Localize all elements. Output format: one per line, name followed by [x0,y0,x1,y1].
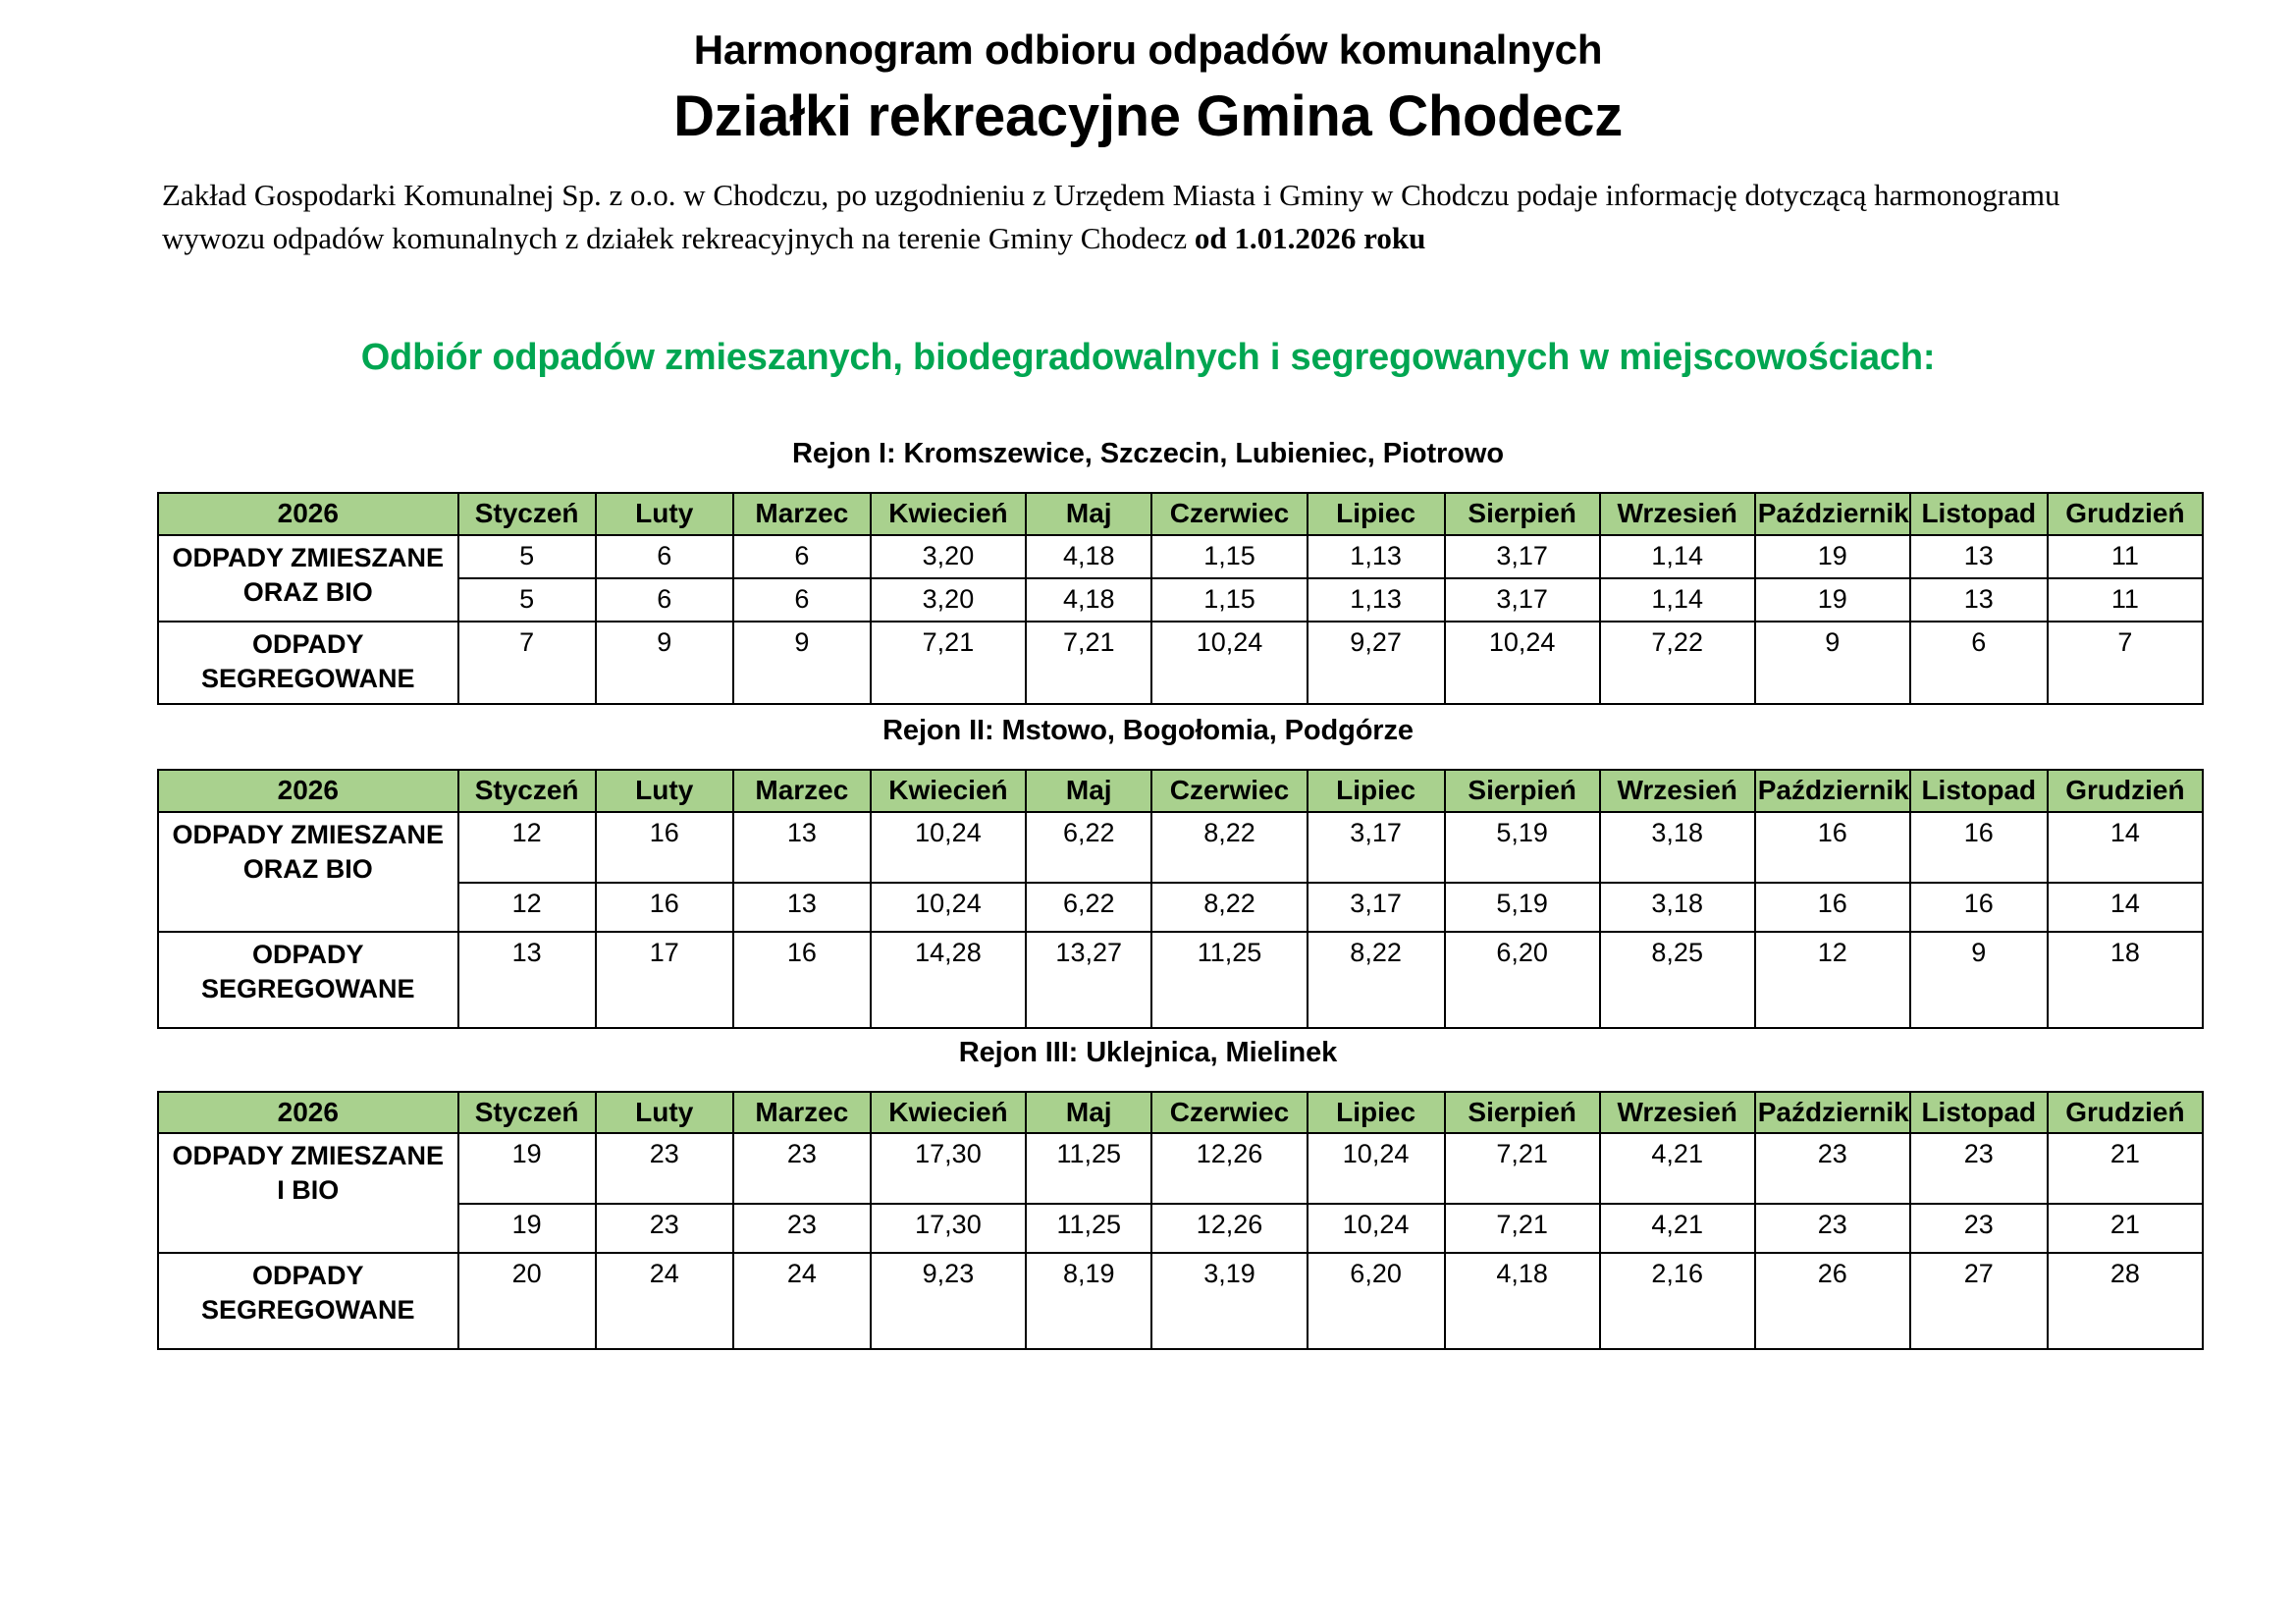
column-header-lipiec: Lipiec [1308,1092,1445,1134]
intro-text: Zakład Gospodarki Komunalnej Sp. z o.o. w Chodczu, po uzgodnieniu z Urzędem Miasta i Gminy w Chodczu podaje informację dotyczącą harmonogramu wywozu odpadów komunalnych z działek rekreacyjnych na terenie Gminy Chodecz [162,177,2060,255]
cell-value: 23 [1910,1204,2048,1253]
row-label-line-2: SEGREGOWANE [201,973,415,1003]
cell-value: 6 [1910,622,2048,704]
cell-value: 6 [596,535,733,578]
cell-value: 7,21 [1445,1204,1600,1253]
cell-value: 18 [2048,932,2203,1028]
cell-value: 23 [1755,1133,1910,1204]
column-header-pazdziernik: Październik [1755,1092,1910,1134]
column-header-pazdziernik: Październik [1755,493,1910,535]
column-header-luty: Luty [596,493,733,535]
cell-value: 21 [2048,1133,2203,1204]
column-header-maj: Maj [1026,493,1152,535]
cell-value: 1,15 [1151,535,1307,578]
column-header-kwiecien: Kwiecień [871,1092,1026,1134]
cell-value: 6,20 [1445,932,1600,1028]
table-header-row [158,1092,2203,1134]
column-header-sierpien: Sierpień [1445,770,1600,812]
row-label-line-2: SEGREGOWANE [201,1295,415,1326]
table-header-row [158,770,2203,812]
row-label-segregated [158,622,458,704]
cell-value: 13 [733,883,871,932]
cell-value: 17,30 [871,1133,1026,1204]
column-header-wrzesien: Wrzesień [1600,770,1755,812]
table-row [158,1204,2203,1253]
cell-value: 13 [1910,578,2048,622]
cell-value: 11 [2048,535,2203,578]
cell-value: 16 [1910,883,2048,932]
cell-value: 3,17 [1445,535,1600,578]
cell-value: 19 [1755,535,1910,578]
cell-value: 16 [733,932,871,1028]
column-header-kwiecien: Kwiecień [871,770,1026,812]
cell-value: 6,22 [1026,812,1152,883]
column-header-year: 2026 [158,493,458,535]
intro-effective-date: od 1.01.2026 roku [1194,220,1426,255]
cell-value: 9 [733,622,871,704]
cell-value: 10,24 [1445,622,1600,704]
cell-value: 8,22 [1308,932,1445,1028]
column-header-listopad: Listopad [1910,770,2048,812]
cell-value: 19 [458,1204,596,1253]
schedule-table-region-1 [157,492,2204,705]
row-label-segregated [158,1253,458,1349]
cell-value: 16 [596,883,733,932]
cell-value: 4,21 [1600,1204,1755,1253]
cell-value: 16 [1755,812,1910,883]
row-label-mixed-bio [158,535,458,622]
column-header-czerwiec: Czerwiec [1151,770,1307,812]
cell-value: 6,22 [1026,883,1152,932]
cell-value: 7,22 [1600,622,1755,704]
cell-value: 5 [458,535,596,578]
cell-value: 14 [2048,812,2203,883]
column-header-pazdziernik: Październik [1755,770,1910,812]
schedule-table-region-3 [157,1091,2204,1351]
table-row [158,1253,2203,1349]
cell-value: 23 [1910,1133,2048,1204]
cell-value: 19 [458,1133,596,1204]
row-label-mixed-bio [158,1133,458,1253]
column-header-styczen: Styczeń [458,1092,596,1134]
cell-value: 1,13 [1308,578,1445,622]
column-header-grudzien: Grudzień [2048,493,2203,535]
column-header-maj: Maj [1026,770,1152,812]
cell-value: 20 [458,1253,596,1349]
cell-value: 21 [2048,1204,2203,1253]
cell-value: 14 [2048,883,2203,932]
column-header-year: 2026 [158,1092,458,1134]
cell-value: 24 [733,1253,871,1349]
cell-value: 4,18 [1445,1253,1600,1349]
column-header-listopad: Listopad [1910,1092,2048,1134]
page-title-primary: Harmonogram odbioru odpadów komunalnych [693,27,1603,73]
row-label-line-2: ORAZ BIO [242,576,373,607]
column-header-year: 2026 [158,770,458,812]
cell-value: 12,26 [1151,1133,1307,1204]
column-header-marzec: Marzec [733,1092,871,1134]
row-label-line-2: I BIO [277,1175,340,1206]
cell-value: 9,23 [871,1253,1026,1349]
row-label-line-1: ODPADY ZMIESZANE [172,542,445,572]
cell-value: 24 [596,1253,733,1349]
table-row [158,883,2203,932]
cell-value: 7,21 [1445,1133,1600,1204]
cell-value: 8,25 [1600,932,1755,1028]
cell-value: 23 [733,1204,871,1253]
cell-value: 11,25 [1151,932,1307,1028]
table-header-row [158,493,2203,535]
region-caption-1: Rejon I: Kromszewice, Szczecin, Lubieniec, Piotrowo [792,437,1504,469]
region-caption-2: Rejon II: Mstowo, Bogołomia, Podgórze [882,714,1414,746]
column-header-listopad: Listopad [1910,493,2048,535]
column-header-sierpien: Sierpień [1445,493,1600,535]
cell-value: 9 [596,622,733,704]
cell-value: 8,22 [1151,883,1307,932]
schedule-table-wrapper-1 [0,492,2296,705]
schedule-table-wrapper-3 [0,1091,2296,1351]
cell-value: 7,21 [1026,622,1152,704]
cell-value: 6 [596,578,733,622]
cell-value: 3,19 [1151,1253,1307,1349]
cell-value: 13 [458,932,596,1028]
column-header-grudzien: Grudzień [2048,1092,2203,1134]
cell-value: 13 [733,812,871,883]
cell-value: 11,25 [1026,1133,1152,1204]
column-header-luty: Luty [596,770,733,812]
cell-value: 10,24 [1308,1204,1445,1253]
cell-value: 10,24 [1308,1133,1445,1204]
row-label-line-1: ODPADY ZMIESZANE [172,819,445,849]
cell-value: 7 [458,622,596,704]
table-row [158,535,2203,578]
cell-value: 9 [1755,622,1910,704]
cell-value: 16 [596,812,733,883]
cell-value: 16 [1910,812,2048,883]
column-header-lipiec: Lipiec [1308,493,1445,535]
intro-paragraph [0,174,2296,260]
cell-value: 23 [596,1133,733,1204]
table-row [158,1133,2203,1204]
cell-value: 17 [596,932,733,1028]
cell-value: 6,20 [1308,1253,1445,1349]
column-header-sierpien: Sierpień [1445,1092,1600,1134]
schedule-table-region-2 [157,769,2204,1029]
cell-value: 13,27 [1026,932,1152,1028]
cell-value: 12 [458,883,596,932]
cell-value: 4,18 [1026,578,1152,622]
column-header-styczen: Styczeń [458,493,596,535]
cell-value: 26 [1755,1253,1910,1349]
cell-value: 4,18 [1026,535,1152,578]
row-label-segregated [158,932,458,1028]
cell-value: 3,17 [1308,812,1445,883]
cell-value: 3,17 [1445,578,1600,622]
cell-value: 6 [733,578,871,622]
cell-value: 27 [1910,1253,2048,1349]
cell-value: 13 [1910,535,2048,578]
cell-value: 3,18 [1600,883,1755,932]
schedule-table-wrapper-2 [0,769,2296,1029]
cell-value: 23 [596,1204,733,1253]
cell-value: 5,19 [1445,883,1600,932]
cell-value: 1,14 [1600,535,1755,578]
cell-value: 11,25 [1026,1204,1152,1253]
cell-value: 2,16 [1600,1253,1755,1349]
cell-value: 12 [458,812,596,883]
column-header-styczen: Styczeń [458,770,596,812]
row-label-line-2: ORAZ BIO [242,853,373,884]
cell-value: 3,20 [871,535,1026,578]
table-row [158,578,2203,622]
cell-value: 23 [733,1133,871,1204]
cell-value: 16 [1755,883,1910,932]
page-title-secondary: Działki rekreacyjne Gmina Chodecz [673,84,1623,149]
cell-value: 10,24 [871,883,1026,932]
column-header-maj: Maj [1026,1092,1152,1134]
cell-value: 12 [1755,932,1910,1028]
column-header-wrzesien: Wrzesień [1600,1092,1755,1134]
cell-value: 5 [458,578,596,622]
table-row [158,812,2203,883]
table-row [158,932,2203,1028]
cell-value: 14,28 [871,932,1026,1028]
cell-value: 17,30 [871,1204,1026,1253]
row-label-line-1: ODPADY ZMIESZANE [172,1141,445,1171]
cell-value: 5,19 [1445,812,1600,883]
cell-value: 9 [1910,932,2048,1028]
region-caption-3: Rejon III: Uklejnica, Mielinek [958,1036,1338,1068]
cell-value: 4,21 [1600,1133,1755,1204]
cell-value: 1,14 [1600,578,1755,622]
section-heading-collection-types: Odbiór odpadów zmieszanych, biodegradowalnych i segregowanych w miejscowościach: [360,336,1936,378]
cell-value: 1,13 [1308,535,1445,578]
cell-value: 28 [2048,1253,2203,1349]
row-label-line-1: ODPADY [252,1261,364,1291]
cell-value: 7,21 [871,622,1026,704]
column-header-kwiecien: Kwiecień [871,493,1026,535]
cell-value: 1,15 [1151,578,1307,622]
column-header-grudzien: Grudzień [2048,770,2203,812]
cell-value: 3,20 [871,578,1026,622]
row-label-line-1: ODPADY [252,628,364,659]
column-header-czerwiec: Czerwiec [1151,493,1307,535]
cell-value: 8,19 [1026,1253,1152,1349]
cell-value: 19 [1755,578,1910,622]
cell-value: 9,27 [1308,622,1445,704]
column-header-lipiec: Lipiec [1308,770,1445,812]
column-header-marzec: Marzec [733,770,871,812]
row-label-line-2: SEGREGOWANE [201,663,415,693]
column-header-luty: Luty [596,1092,733,1134]
column-header-wrzesien: Wrzesień [1600,493,1755,535]
column-header-czerwiec: Czerwiec [1151,1092,1307,1134]
row-label-line-1: ODPADY [252,939,364,969]
cell-value: 11 [2048,578,2203,622]
table-row [158,622,2203,704]
cell-value: 3,17 [1308,883,1445,932]
cell-value: 7 [2048,622,2203,704]
cell-value: 6 [733,535,871,578]
cell-value: 23 [1755,1204,1910,1253]
cell-value: 10,24 [871,812,1026,883]
cell-value: 3,18 [1600,812,1755,883]
cell-value: 8,22 [1151,812,1307,883]
column-header-marzec: Marzec [733,493,871,535]
row-label-mixed-bio [158,812,458,932]
document-header [0,0,2296,152]
cell-value: 12,26 [1151,1204,1307,1253]
cell-value: 10,24 [1151,622,1307,704]
